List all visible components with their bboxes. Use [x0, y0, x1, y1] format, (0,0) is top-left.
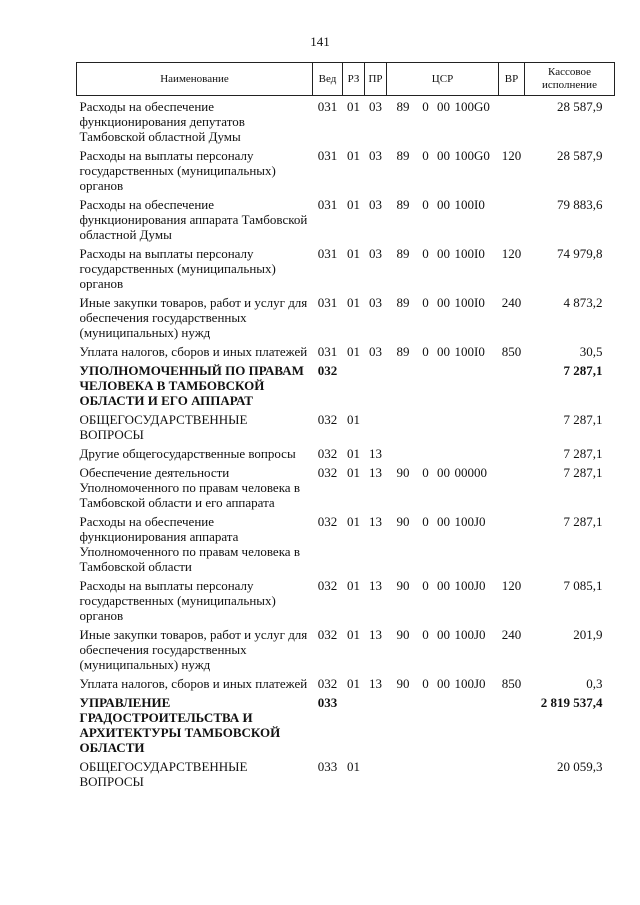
row-name: Расходы на выплаты персоналу государственных (муниципальных) органов — [79, 578, 276, 623]
table-row — [77, 627, 615, 676]
row-csr-part: 00 — [437, 676, 450, 691]
row-name: Расходы на выплаты персоналу государственных (муниципальных) органов — [79, 246, 276, 291]
row-pr: 03 — [369, 295, 382, 310]
row-rz: 01 — [347, 412, 360, 427]
row-csr — [387, 246, 499, 295]
row-sum: 7 287,1 — [563, 465, 603, 480]
row-ved: 031 — [317, 99, 338, 114]
row-csr-part: 89 — [396, 148, 410, 163]
row-csr — [387, 759, 499, 793]
row-csr-part: 0 — [422, 197, 429, 212]
row-csr-part: 90 — [396, 627, 410, 642]
row-csr — [387, 197, 499, 246]
table-body — [77, 96, 615, 794]
table-row — [77, 446, 615, 465]
row-name: Расходы на обеспечение функционирования аппарата Тамбовской областной Думы — [79, 197, 308, 242]
row-csr-part: 100G0 — [454, 99, 490, 114]
row-vr — [499, 96, 525, 149]
table-row — [77, 465, 615, 514]
header-csr: ЦСР — [387, 63, 499, 96]
row-csr — [387, 295, 499, 344]
row-pr: 13 — [369, 446, 382, 461]
row-rz: 01 — [347, 759, 360, 774]
row-sum: 30,5 — [579, 344, 603, 359]
row-csr-part: 00 — [437, 246, 450, 261]
header-vr: ВР — [499, 63, 525, 96]
row-vr — [499, 514, 525, 578]
row-csr-part: 89 — [396, 246, 410, 261]
row-rz: 01 — [347, 344, 360, 359]
row-rz: 01 — [347, 99, 360, 114]
row-ved: 032 — [317, 363, 338, 378]
row-csr-part: 100J0 — [454, 578, 486, 593]
row-csr-part: 89 — [396, 295, 410, 310]
row-csr-part: 100I0 — [454, 197, 485, 212]
row-name: Расходы на выплаты персоналу государственных (муниципальных) органов — [79, 148, 276, 193]
row-ved: 032 — [317, 446, 338, 461]
row-name: УПОЛНОМОЧЕННЫЙ ПО ПРАВАМ ЧЕЛОВЕКА В ТАМБОВСКОЙ ОБЛАСТИ И ЕГО АППАРАТ — [79, 363, 304, 408]
row-csr-part: 0 — [422, 295, 429, 310]
row-sum: 4 873,2 — [563, 295, 603, 310]
table-row — [77, 363, 615, 412]
row-name: УПРАВЛЕНИЕ ГРАДОСТРОИТЕЛЬСТВА И АРХИТЕКТУРЫ ТАМБОВСКОЙ ОБЛАСТИ — [79, 695, 281, 755]
row-csr-part: 90 — [396, 578, 410, 593]
row-csr-part: 00 — [437, 295, 450, 310]
row-ved: 032 — [317, 627, 338, 642]
row-csr-part: 89 — [396, 197, 410, 212]
row-name: Расходы на обеспечение функционирования депутатов Тамбовской областной Думы — [79, 99, 245, 144]
row-sum: 7 287,1 — [563, 363, 603, 378]
row-rz: 01 — [347, 465, 360, 480]
row-sum: 7 287,1 — [563, 412, 603, 427]
row-ved: 032 — [317, 514, 338, 529]
row-sum: 201,9 — [573, 627, 603, 642]
row-vr: 850 — [501, 344, 522, 359]
row-csr-part: 00 — [437, 465, 450, 480]
row-csr — [387, 465, 499, 514]
row-ved: 032 — [317, 676, 338, 691]
row-rz: 01 — [347, 246, 360, 261]
row-csr-part: 100J0 — [454, 514, 486, 529]
row-vr: 120 — [501, 578, 522, 593]
table-row — [77, 295, 615, 344]
row-pr: 13 — [369, 676, 382, 691]
row-csr-part: 00 — [437, 344, 450, 359]
row-csr — [387, 412, 499, 446]
row-csr-part: 89 — [396, 99, 410, 114]
row-pr: 13 — [369, 514, 382, 529]
row-csr-part: 89 — [396, 344, 410, 359]
row-sum: 2 819 537,4 — [540, 695, 603, 710]
row-csr-part: 0 — [422, 627, 429, 642]
row-csr — [387, 363, 499, 412]
table-row — [77, 246, 615, 295]
row-name: Другие общегосударственные вопросы — [79, 446, 296, 461]
row-csr-part: 0 — [422, 148, 429, 163]
table-row — [77, 578, 615, 627]
row-vr: 120 — [501, 148, 522, 163]
header-name: Наименование — [77, 63, 313, 96]
table-row — [77, 514, 615, 578]
row-ved: 032 — [317, 465, 338, 480]
row-csr-part: 100G0 — [454, 148, 490, 163]
row-vr — [499, 412, 525, 446]
table-header — [77, 63, 615, 96]
row-pr: 03 — [369, 246, 382, 261]
row-csr — [387, 627, 499, 676]
row-csr-part: 0 — [422, 514, 429, 529]
row-csr — [387, 578, 499, 627]
row-name: Уплата налогов, сборов и иных платежей — [79, 676, 308, 691]
row-vr: 850 — [501, 676, 522, 691]
row-name: Иные закупки товаров, работ и услуг для обеспечения государственных (муниципальных) нужд — [79, 295, 308, 340]
row-ved: 031 — [317, 148, 338, 163]
row-rz: 01 — [347, 514, 360, 529]
row-csr — [387, 695, 499, 759]
row-name: ОБЩЕГОСУДАРСТВЕННЫЕ ВОПРОСЫ — [79, 759, 248, 789]
row-ved: 031 — [317, 295, 338, 310]
row-name: Расходы на обеспечение функционирования аппарата Уполномоченного по правам человека в Тамбовской области — [79, 514, 300, 574]
row-csr-part: 0 — [422, 246, 429, 261]
header-ved: Вед — [313, 63, 343, 96]
row-csr-part: 90 — [396, 514, 410, 529]
row-csr-part: 00 — [437, 197, 450, 212]
row-csr-part: 100I0 — [454, 246, 485, 261]
row-name: Обеспечение деятельности Уполномоченного по правам человека в Тамбовской области и его аппарата — [79, 465, 300, 510]
row-csr-part: 90 — [396, 676, 410, 691]
row-csr-part: 00 — [437, 99, 450, 114]
row-csr-part: 00 — [437, 514, 450, 529]
table-row — [77, 148, 615, 197]
row-csr-part: 100I0 — [454, 344, 485, 359]
row-csr-part: 0 — [422, 676, 429, 691]
row-csr-part: 00 — [437, 627, 450, 642]
row-csr — [387, 344, 499, 363]
table-row — [77, 695, 615, 759]
header-pr: ПР — [365, 63, 387, 96]
row-rz: 01 — [347, 197, 360, 212]
row-csr — [387, 148, 499, 197]
row-vr — [499, 759, 525, 793]
table-row — [77, 96, 615, 149]
row-rz: 01 — [347, 295, 360, 310]
row-sum: 7 287,1 — [563, 514, 603, 529]
row-pr: 03 — [369, 99, 382, 114]
row-sum: 7 085,1 — [563, 578, 603, 593]
table-row — [77, 197, 615, 246]
row-name: ОБЩЕГОСУДАРСТВЕННЫЕ ВОПРОСЫ — [79, 412, 248, 442]
budget-table — [76, 62, 615, 793]
row-ved: 031 — [317, 344, 338, 359]
row-rz — [343, 695, 365, 759]
row-vr: 240 — [501, 295, 522, 310]
row-ved: 031 — [317, 246, 338, 261]
row-csr-part: 100J0 — [454, 627, 486, 642]
row-ved: 033 — [317, 695, 338, 710]
row-csr-part: 0 — [422, 99, 429, 114]
header-rz: РЗ — [343, 63, 365, 96]
row-rz: 01 — [347, 676, 360, 691]
row-ved: 031 — [317, 197, 338, 212]
row-sum: 28 587,9 — [557, 99, 603, 114]
row-csr — [387, 446, 499, 465]
row-name: Уплата налогов, сборов и иных платежей — [79, 344, 308, 359]
row-pr: 13 — [369, 465, 382, 480]
row-csr-part: 0 — [422, 578, 429, 593]
row-csr-part: 90 — [396, 465, 410, 480]
row-vr — [499, 465, 525, 514]
row-rz: 01 — [347, 627, 360, 642]
row-pr: 03 — [369, 197, 382, 212]
row-rz: 01 — [347, 578, 360, 593]
row-vr — [499, 695, 525, 759]
row-vr — [499, 363, 525, 412]
row-csr — [387, 676, 499, 695]
row-vr — [499, 446, 525, 465]
row-csr-part: 00000 — [454, 465, 487, 480]
row-pr — [365, 759, 387, 793]
row-pr: 03 — [369, 344, 382, 359]
row-vr — [499, 197, 525, 246]
page-number: 141 — [310, 34, 330, 49]
row-sum: 28 587,9 — [557, 148, 603, 163]
row-csr-part: 0 — [422, 465, 429, 480]
row-pr — [365, 412, 387, 446]
row-sum: 20 059,3 — [557, 759, 603, 774]
row-vr: 240 — [501, 627, 522, 642]
row-ved: 032 — [317, 412, 338, 427]
row-rz — [343, 363, 365, 412]
row-csr — [387, 514, 499, 578]
header-sum: Кассовое исполнение — [525, 63, 615, 96]
row-vr: 120 — [501, 246, 522, 261]
row-pr — [365, 363, 387, 412]
row-pr: 13 — [369, 627, 382, 642]
row-csr — [387, 96, 499, 149]
row-name: Иные закупки товаров, работ и услуг для обеспечения государственных (муниципальных) нужд — [79, 627, 308, 672]
row-rz: 01 — [347, 446, 360, 461]
table-row — [77, 759, 615, 793]
row-csr-part: 100J0 — [454, 676, 486, 691]
row-pr: 13 — [369, 578, 382, 593]
row-csr-part: 100I0 — [454, 295, 485, 310]
row-sum: 74 979,8 — [557, 246, 603, 261]
row-ved: 033 — [317, 759, 338, 774]
table-row — [77, 412, 615, 446]
row-csr-part: 0 — [422, 344, 429, 359]
row-csr-part: 00 — [437, 148, 450, 163]
table-row — [77, 676, 615, 695]
row-csr-part: 00 — [437, 578, 450, 593]
table-row — [77, 344, 615, 363]
row-pr — [365, 695, 387, 759]
row-sum: 7 287,1 — [563, 446, 603, 461]
row-ved: 032 — [317, 578, 338, 593]
row-sum: 0,3 — [586, 676, 603, 691]
row-sum: 79 883,6 — [557, 197, 603, 212]
row-pr: 03 — [369, 148, 382, 163]
row-rz: 01 — [347, 148, 360, 163]
